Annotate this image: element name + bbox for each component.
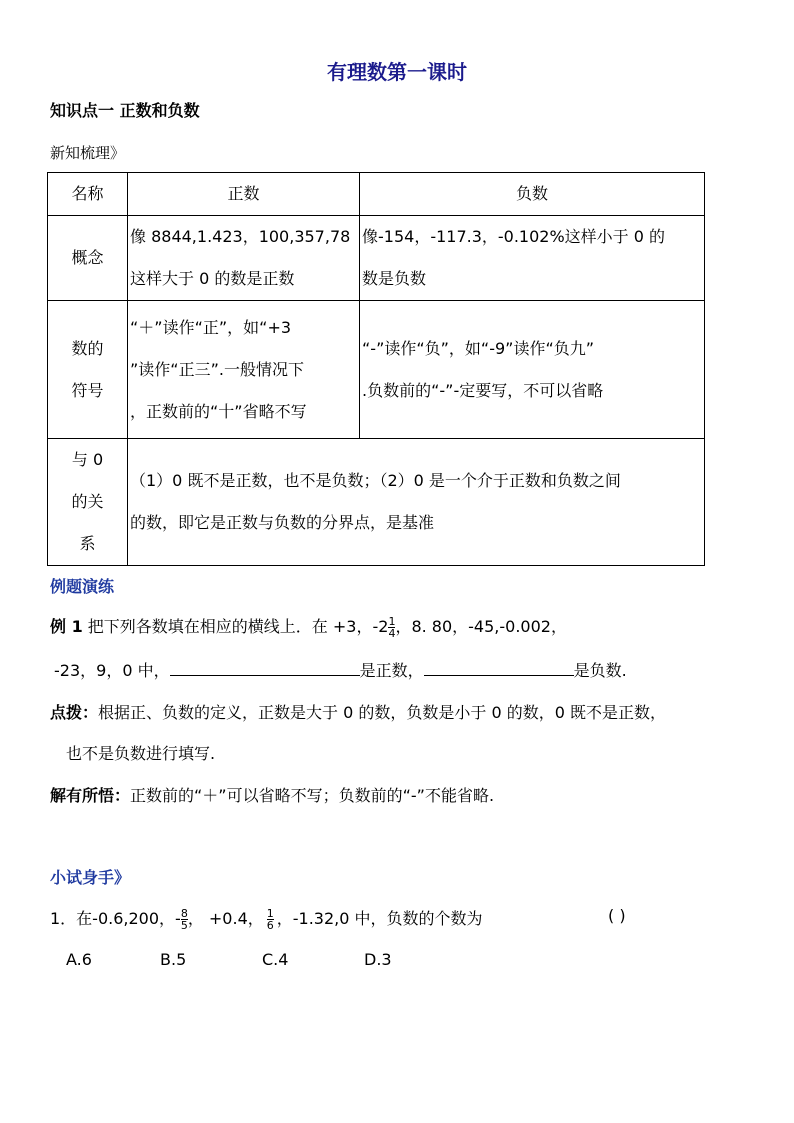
insight: 解有所悟：正数前的“＋”可以省略不写；负数前的“-”不能省略. [50, 786, 495, 805]
option-d[interactable]: D.3 [364, 950, 392, 969]
header-name: 名称 [48, 173, 128, 216]
question-1: 1．在-0.6,200，- $\frac{8}{5}$ ， +0.4， $\frac{1}{6}$ ，-1.32,0 中，负数的个数为 [50, 907, 483, 932]
fraction: $\frac{8}{5}$ [180, 907, 188, 932]
header-negative: 负数 [360, 173, 705, 216]
negative-answer-blank[interactable] [424, 657, 574, 676]
answer-parentheses[interactable]: ( ) [608, 906, 626, 925]
example-1-line-2: -23，9，0 中， 是正数， 是负数. [54, 657, 627, 681]
positive-answer-blank[interactable] [170, 657, 360, 676]
practice-heading: 小试身手》 [50, 868, 131, 887]
section-heading: 知识点一 正数和负数 [50, 101, 200, 120]
negative-concept: 像-154，-117.3，-0.102%这样小于 0 的 数是负数 [360, 216, 705, 301]
hint: 点拨：根据正、负数的定义，正数是大于 0 的数，负数是小于 0 的数，0 既不是正数， [50, 703, 666, 722]
mixed-number: -2 $\frac{1}{4}$ [372, 615, 396, 640]
example-1-line-1: 例 1 把下列各数填在相应的横线上．在 +3，-2 $\frac{1}{4}$ ，8. 80，-45,-0.002， [50, 615, 567, 640]
section-subheading: 新知梳理》 [50, 144, 126, 162]
negative-sign: “-”读作“负”，如“-9”读作“负九” .负数前的“-”-定要写，不可以省略 [360, 301, 705, 439]
table-row [48, 301, 705, 439]
row-label: 数的 符号 [48, 301, 128, 439]
zero-relation: （1）0 既不是正数，也不是负数；（2）0 是一个介于正数和负数之间 的数，即它是正数与负数的分界点，是基准 [128, 439, 705, 566]
table-header-row [48, 173, 705, 216]
row-label: 与 0 的关 系 [48, 439, 128, 566]
positive-sign: “＋”读作“正”，如“+3 ”读作“正三”.一般情况下 ，正数前的“十”省略不写 [128, 301, 360, 439]
table-row [48, 439, 705, 566]
concept-table [47, 172, 705, 566]
option-a[interactable]: A.6 [66, 950, 92, 969]
insight-label: 解有所悟： [50, 786, 131, 805]
row-label: 概念 [48, 216, 128, 301]
option-b[interactable]: B.5 [160, 950, 187, 969]
header-positive: 正数 [128, 173, 360, 216]
option-c[interactable]: C.4 [262, 950, 289, 969]
hint-label: 点拨： [50, 703, 99, 722]
fraction: $\frac{1}{6}$ [266, 907, 274, 932]
examples-heading: 例题演练 [50, 577, 115, 596]
positive-concept: 像 8844,1.423，100,357,78 这样大于 0 的数是正数 [128, 216, 360, 301]
table-row [48, 216, 705, 301]
hint-continued: 也不是负数进行填写. [66, 744, 216, 763]
page-title: 有理数第一课时 [327, 60, 467, 84]
example-label: 例 1 [50, 617, 83, 636]
